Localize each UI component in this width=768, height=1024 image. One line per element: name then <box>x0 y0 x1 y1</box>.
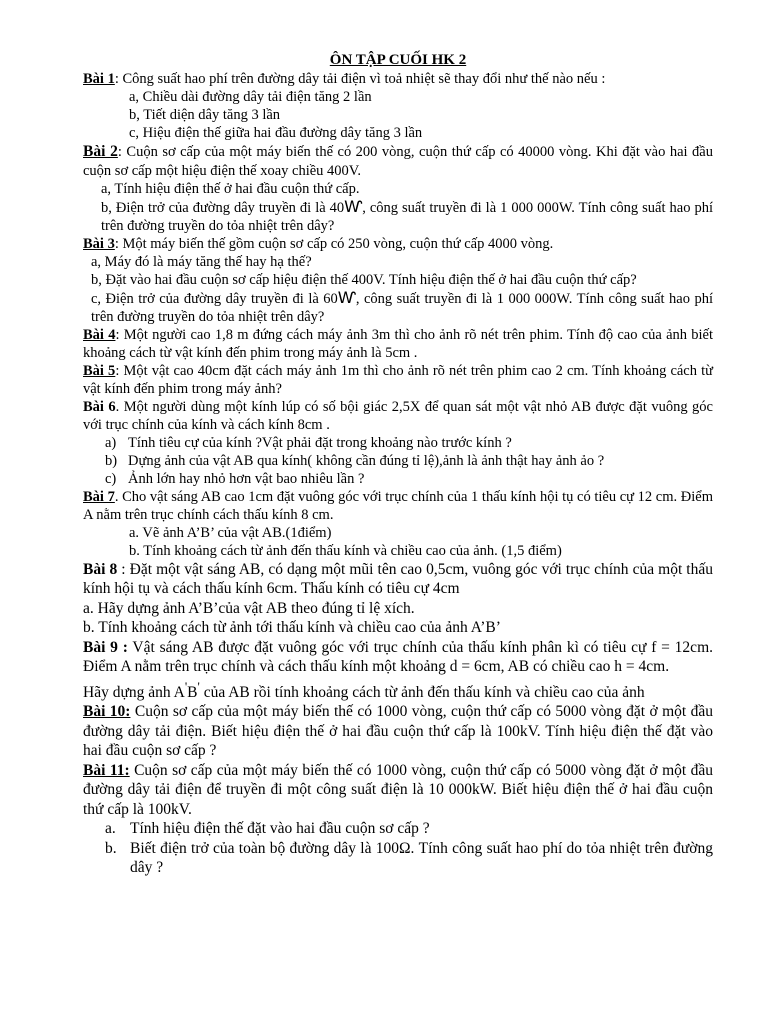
bai3-item-a: a, Máy đó là máy tăng thế hay hạ thế? <box>91 253 312 270</box>
bai9-question <box>83 677 713 703</box>
bai1-statement <box>83 70 713 88</box>
bai9-label: Bài 9 : <box>83 638 128 656</box>
bai6-item-b-text: Dựng ảnh của vật AB qua kính( không cần đúng tỉ lệ),ảnh là ảnh thật hay ảnh ảo ? <box>128 452 605 469</box>
bai11-statement <box>83 761 713 820</box>
ohm-symbol: Ⱳ <box>344 196 363 216</box>
bai6-item-b <box>83 452 713 470</box>
bai2-item-b <box>83 198 713 235</box>
bai7-item-a: a. Vẽ ảnh A’B’ của vật AB.(1điểm) <box>129 524 332 541</box>
bai1-item-a: a, Chiều dài đường dây tải điện tăng 2 lần <box>129 89 372 105</box>
bai11-item-b-marker: b. <box>105 839 117 857</box>
bai6-item-c <box>83 470 713 488</box>
bai10-label: Bài 10: <box>83 703 131 721</box>
bai1-label: Bài 1 <box>83 71 115 87</box>
bai6-item-c-text: Ảnh lớn hay nhỏ hơn vật bao nhiêu lần ? <box>128 470 365 487</box>
bai6-item-a-marker: a) <box>105 434 117 451</box>
bai3-item-c <box>83 289 713 326</box>
bai9-question-post: của AB rồi tính khoảng cách từ ảnh đến thấu kính và chiều cao của ảnh <box>199 683 645 701</box>
worksheet-page <box>83 52 713 878</box>
bai7-label: Bài 7 <box>83 488 115 505</box>
bai8-label: Bài 8 <box>83 560 118 578</box>
bai2-text: : Cuộn sơ cấp của một máy biến thế có 200 vòng, cuộn thứ cấp có 40000 vòng. Khi đặt vào hai đầu cuộn sơ cấp một hiệu điện thế xoay chiều 400V. <box>83 144 713 179</box>
bai2-statement <box>83 142 713 180</box>
bai10-statement <box>83 702 713 761</box>
bai6-item-a-text: Tính tiêu cự của kính ?Vật phải đặt trong khoảng nào trước kính ? <box>128 434 512 451</box>
bai9-text: Vật sáng AB được đặt vuông góc với trục chính của thấu kính phân kì có tiêu cự f = 12cm. Điểm A nằm trên trục chính và cách thấu kính một khoảng d = 6cm, AB có chiều cao h = 4cm. <box>83 638 713 675</box>
bai11-item-b <box>83 839 713 878</box>
bai6-item-c-marker: c) <box>105 470 117 487</box>
bai3-label: Bài 3 <box>83 235 115 252</box>
prime-mark: ' <box>197 678 200 694</box>
bai8-item-a: a. Hãy dựng ảnh A’B’của vật AB theo đúng tỉ lệ xích. <box>83 599 415 617</box>
prime-mark: ' <box>184 678 188 694</box>
bai7-statement <box>83 488 713 524</box>
bai2-label: Bài 2 <box>83 143 118 160</box>
bai11-item-a-marker: a. <box>105 820 116 838</box>
bai2-item-a: a, Tính hiệu điện thế ở hai đầu cuộn thứ cấp. <box>101 180 360 197</box>
page-title: ÔN TẬP CUỐI HK 2 <box>329 52 467 68</box>
bai1-text: : Công suất hao phí trên đường dây tải điện vì toả nhiệt sẽ thay đổi như thế nào nếu : <box>114 71 606 87</box>
bai5-label: Bài 5 <box>83 362 116 379</box>
bai1-item-c: c, Hiệu điện thế giữa hai đầu đường dây tăng 3 lần <box>129 125 423 141</box>
bai6-text: . Một người dùng một kính lúp có số bội giác 2,5X để quan sát một vật nhỏ AB được đặt vuông góc với trục chính của kính và cách kính 8cm . <box>83 398 713 433</box>
bai11-label: Bài 11: <box>83 761 130 779</box>
bai5-statement <box>83 362 713 398</box>
bai11-item-a <box>83 819 713 839</box>
bai10-text: Cuộn sơ cấp của một máy biến thế có 1000 vòng, cuộn thứ cấp có 5000 vòng đặt ở một đầu đường dây tải điện. Biết hiệu điện thế ở hai đầu cuộn thứ cấp là 100kV. Tính hiệu điện thế đặt vào hai đầu cuộn sơ cấp ? <box>83 703 713 760</box>
bai11-item-b-text: Biết điện trở của toàn bộ đường dây là 100Ω. Tính công suất hao phí do tỏa nhiệt trên đường dây ? <box>130 839 713 877</box>
bai8-item-b: b. Tính khoảng cách từ ảnh tới thấu kính và chiều cao của ảnh A’B’ <box>83 619 501 636</box>
bai1-item-b: b, Tiết diện dây tăng 3 lần <box>129 107 281 123</box>
bai4-label: Bài 4 <box>83 326 116 343</box>
bai5-text: : Một vật cao 40cm đặt cách máy ảnh 1m thì cho ảnh rõ nét trên phim cao 2 cm. Tính khoảng cách từ vật kính đến phim trong máy ảnh? <box>83 362 713 397</box>
bai2-item-b-pre: b, Điện trở của đường dây truyền đi là 40 <box>101 199 345 216</box>
bai9-statement <box>83 638 713 677</box>
bai8-text: : Đặt một vật sáng AB, có dạng một mũi tên cao 0,5cm, vuông góc với trục chính của một thấu kính hội tụ và cách thấu kính 6cm. Thấu kính có tiêu cự 4cm <box>83 560 713 597</box>
bai11-item-a-text: Tính hiệu điện thế đặt vào hai đầu cuộn sơ cấp ? <box>130 820 430 838</box>
bai6-statement <box>83 398 713 434</box>
bai7-text: . Cho vật sáng AB cao 1cm đặt vuông góc với trục chính của 1 thấu kính hội tụ có tiêu cự 12 cm. Điểm A nằm trên trục chính cách thấu kính 8 cm. <box>83 488 713 523</box>
bai3-item-c-post: , công suất truyền đi là 1 000 000W. Tính công suất hao phí trên đường truyền do tỏa nhiệt trên dây? <box>91 290 713 325</box>
bai4-statement <box>83 326 713 362</box>
bai3-statement <box>83 235 713 253</box>
bai6-item-a <box>83 434 713 452</box>
bai6-item-b-marker: b) <box>105 452 118 469</box>
bai9-question-mid: B <box>187 683 198 701</box>
bai3-item-b: b, Đặt vào hai đầu cuộn sơ cấp hiệu điện thế 400V. Tính hiệu điện thế ở hai đầu cuộn thứ cấp? <box>91 271 637 288</box>
ohm-symbol: Ⱳ <box>337 287 356 307</box>
bai11-text: Cuộn sơ cấp của một máy biến thế có 1000 vòng, cuộn thứ cấp có 5000 vòng đặt ở một đầu đường dây tải điện để truyền đi một công suất điện là 10 000kW. Biết hiệu điện thế ở hai đầu cuộn thứ cấp là 100kV. <box>83 761 714 818</box>
bai4-text: : Một người cao 1,8 m đứng cách máy ảnh 3m thì cho ảnh rõ nét trên phim. Tính độ cao của ảnh biết khoảng cách từ vật kính đến phim trong máy ảnh là 5cm . <box>83 326 713 361</box>
bai6-label: Bài 6 <box>83 398 116 415</box>
bai3-item-c-pre: c, Điện trở của đường dây truyền đi là 60 <box>91 290 338 307</box>
bai2-item-b-post: , công suất truyền đi là 1 000 000W. Tính công suất hao phí trên đường truyền do tỏa nhiệt trên dây? <box>101 199 713 234</box>
bai7-item-b: b. Tính khoảng cách từ ảnh đến thấu kính và chiều cao của ảnh. (1,5 điểm) <box>129 542 562 559</box>
bai3-text: : Một máy biến thế gồm cuộn sơ cấp có 250 vòng, cuộn thứ cấp 4000 vòng. <box>114 235 554 252</box>
bai9-question-pre: Hãy dựng ảnh A <box>83 683 185 701</box>
bai8-statement <box>83 560 713 599</box>
